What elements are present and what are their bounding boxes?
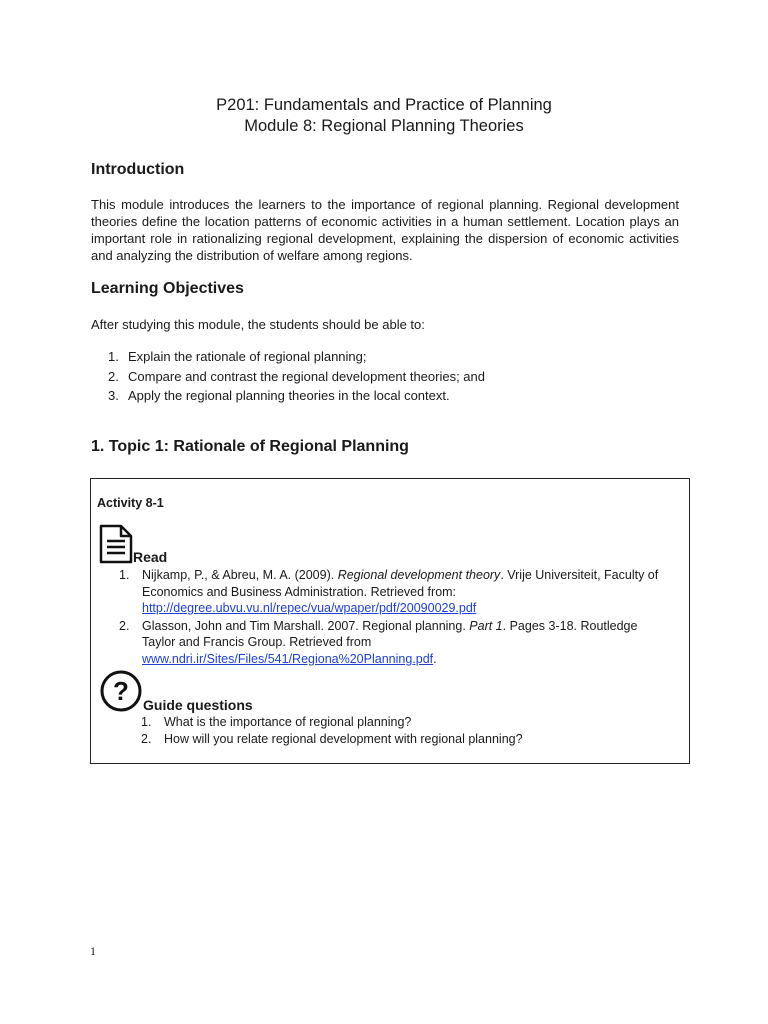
reference-item: 2. Glasson, John and Tim Marshall. 2007. Regional planning. Part 1. Pages 3-18. Routledge Taylor and Francis Group. Retrieved from www.ndri.ir/Sites/Files/541/Regiona%20Planning.pdf.	[119, 618, 638, 666]
objectives-list	[108, 347, 485, 406]
learning-objectives-heading: Learning Objectives	[91, 280, 244, 297]
objective-item: 3. Apply the regional planning theories in the local context.	[108, 388, 450, 403]
guide-question-item: 1. What is the importance of regional planning?	[141, 715, 412, 729]
introduction-paragraph: This module introduces the learners to the importance of regional planning. Regional development theories define the location patterns of economic activities in a human settlement. Location plays an important role in rationalizing regional development, explaining the dispersion of economic activities and analyzing the distribution of welfare among regions.	[91, 197, 679, 263]
references-list	[119, 567, 667, 668]
module-title: Module 8: Regional Planning Theories	[244, 117, 524, 135]
objective-item: 2. Compare and contrast the regional development theories; and	[108, 368, 485, 384]
introduction-heading: Introduction	[91, 161, 185, 178]
guide-question-item: 2. How will you relate regional development with regional planning?	[141, 732, 523, 746]
activity-title: Activity 8-1	[97, 496, 164, 510]
reference-item: 1. Nijkamp, P., & Abreu, M. A. (2009). Regional development theory. Vrije Universiteit, Faculty of Economics and Business Administration. Retrieved from: http://degree.ubvu.vu.nl/repec/vua/wpaper/pdf/20090029.pdf	[119, 568, 659, 615]
page-number: 1	[90, 944, 96, 958]
svg-text:?: ?	[113, 676, 129, 706]
reference-link[interactable]: www.ndri.ir/Sites/Files/541/Regiona%20Planning.pdf	[142, 651, 434, 666]
page-title	[0, 95, 768, 137]
course-title: P201: Fundamentals and Practice of Planning	[216, 96, 552, 114]
activity-box	[90, 478, 690, 764]
reference-link[interactable]: http://degree.ubvu.vu.nl/repec/vua/wpaper/pdf/20090029.pdf	[142, 601, 477, 615]
topic1-heading: 1. Topic 1: Rationale of Regional Planning	[91, 438, 409, 455]
question-mark-icon	[99, 669, 143, 713]
read-label: Read	[133, 549, 168, 565]
guide-questions-list	[141, 714, 523, 748]
objectives-intro: After studying this module, the students should be able to:	[91, 317, 425, 332]
guide-questions-label: Guide questions	[143, 697, 253, 713]
document-icon	[99, 524, 133, 564]
objective-item: 1. Explain the rationale of regional planning;	[108, 349, 367, 364]
